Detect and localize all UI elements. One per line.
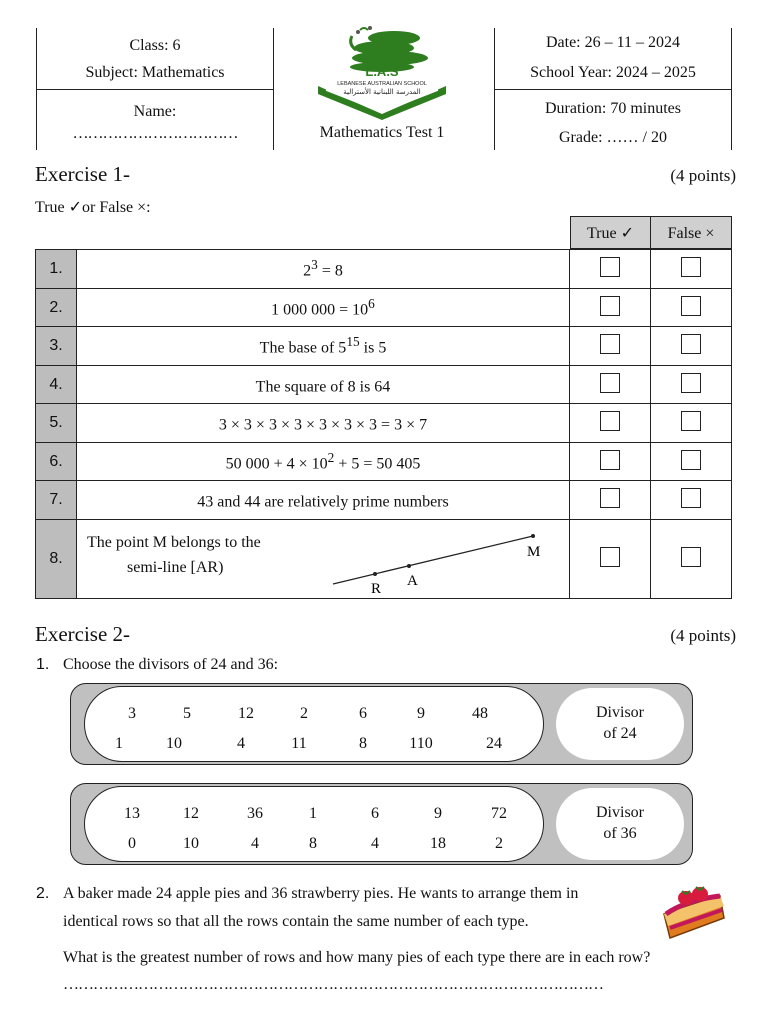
school-year-label: School Year: 2024 – 2025 [530, 64, 696, 81]
true-cell [570, 250, 651, 289]
question2-line3: What is the greatest number of rows and how many pies of each type there are in each row? [63, 949, 651, 966]
divisor-36-label [556, 788, 684, 860]
number-option[interactable]: 6 [359, 705, 367, 722]
number-option[interactable]: 9 [434, 805, 442, 822]
true-cell [570, 404, 651, 443]
false-checkbox[interactable] [681, 373, 701, 393]
name-field[interactable]: …………………………… [72, 125, 238, 142]
exercise2-points: (4 points) [670, 626, 736, 645]
true-checkbox[interactable] [600, 257, 620, 277]
row8-line2: semi-line [AR) [127, 559, 224, 576]
number-option[interactable]: 12 [183, 805, 199, 822]
statement [77, 366, 570, 404]
true-checkbox[interactable] [600, 334, 620, 354]
table-row [36, 520, 732, 599]
false-cell [651, 366, 732, 404]
table-row [36, 366, 732, 404]
number-option[interactable]: 1 [115, 735, 123, 752]
statement-row8 [77, 520, 570, 599]
true-checkbox[interactable] [600, 450, 620, 470]
number-option[interactable]: 10 [183, 835, 199, 852]
divisor-24-numbers [84, 686, 544, 762]
table-row [36, 289, 732, 327]
statement-rest: is 5 [359, 339, 387, 357]
row-number: 7. [36, 481, 77, 520]
label-line2: of 24 [603, 725, 637, 742]
school-logo [312, 24, 452, 120]
row8-line1: The point M belongs to the [87, 534, 261, 551]
row-number: 8. [36, 520, 77, 599]
true-cell [570, 289, 651, 327]
name-label: Name: [133, 103, 177, 120]
true-false-table [35, 249, 732, 599]
true-checkbox[interactable] [600, 411, 620, 431]
answer-line[interactable]: ……………………………………………………………………………………………… [63, 976, 603, 993]
false-checkbox[interactable] [681, 334, 701, 354]
statement [77, 443, 570, 481]
false-checkbox[interactable] [681, 257, 701, 277]
divisor-36-numbers [84, 786, 544, 862]
column-false-header: False × [650, 216, 732, 249]
label-line1: Divisor [596, 804, 644, 821]
number-option[interactable]: 13 [124, 805, 140, 822]
question2-line2: identical rows so that all the rows contain the same number of each type. [63, 913, 529, 930]
semi-line-figure [327, 528, 557, 594]
logo-subtext: LEBANESE AUSTRALIAN SCHOOL [337, 81, 427, 87]
header-left-divider [36, 89, 274, 90]
number-option[interactable]: 48 [472, 705, 488, 722]
strawberry-pie-icon [660, 884, 730, 940]
true-cell [570, 481, 651, 520]
exercise1-points: (4 points) [670, 166, 736, 185]
point-a-label: A [407, 573, 418, 589]
false-cell [651, 250, 732, 289]
number-option[interactable]: 11 [291, 735, 307, 752]
class-label: Class: 6 [129, 37, 181, 54]
subject-label: Subject: Mathematics [85, 64, 225, 81]
true-checkbox[interactable] [600, 488, 620, 508]
true-cell [570, 520, 651, 599]
false-checkbox[interactable] [681, 450, 701, 470]
false-checkbox[interactable] [681, 296, 701, 316]
number-option[interactable]: 8 [359, 735, 367, 752]
statement-exponent: 2 [327, 449, 335, 465]
duration-label: Duration: 70 minutes [545, 100, 681, 117]
table-row [36, 250, 732, 289]
row-number: 2. [36, 289, 77, 327]
label-line1: Divisor [596, 704, 644, 721]
logo-text: L.A.S [365, 64, 399, 79]
true-cell [570, 366, 651, 404]
divisor-24-label [556, 688, 684, 760]
statement-base: The square of 8 is 64 [255, 378, 391, 396]
number-option[interactable]: 8 [309, 835, 317, 852]
statement-base: 1 000 000 = 10 [271, 301, 369, 319]
number-option[interactable]: 2 [300, 705, 308, 722]
question1-text: Choose the divisors of 24 and 36: [63, 656, 279, 673]
question2-number: 2. [36, 885, 50, 902]
row-number: 5. [36, 404, 77, 443]
false-checkbox[interactable] [681, 488, 701, 508]
number-option[interactable]: 4 [371, 835, 379, 852]
statement-exponent: 15 [346, 334, 360, 350]
statement-rest: = 8 [317, 262, 343, 280]
question2-line1: A baker made 24 apple pies and 36 strawberry pies. He wants to arrange them in [63, 885, 579, 902]
number-option[interactable]: 110 [409, 735, 433, 752]
false-cell [651, 520, 732, 599]
divisor-24-box [70, 683, 693, 765]
table-row [36, 443, 732, 481]
statement [77, 481, 570, 520]
number-option[interactable]: 10 [166, 735, 182, 752]
number-option[interactable]: 4 [251, 835, 259, 852]
row-number: 6. [36, 443, 77, 481]
table-row [36, 327, 732, 366]
grade-label: Grade: …… / 20 [559, 129, 667, 146]
logo-arabic: المدرسة اللبنانية الأسترالية [343, 88, 421, 96]
true-checkbox[interactable] [600, 547, 620, 567]
exercise2-title: Exercise 2- [35, 622, 131, 646]
table-row [36, 404, 732, 443]
statement-exponent: 3 [311, 257, 318, 273]
false-cell [651, 443, 732, 481]
header-right-divider [494, 89, 732, 90]
false-cell [651, 481, 732, 520]
number-option[interactable]: 12 [238, 705, 254, 722]
true-checkbox[interactable] [600, 296, 620, 316]
statement-rest: + 5 = 50 405 [334, 455, 421, 473]
school-logo-image [312, 24, 452, 120]
row-number: 4. [36, 366, 77, 404]
exercise1-instruction: True ✓or False ×: [35, 199, 151, 216]
number-option[interactable]: 18 [430, 835, 446, 852]
statement [77, 250, 570, 289]
false-checkbox[interactable] [681, 547, 701, 567]
statement [77, 289, 570, 327]
number-option[interactable]: 0 [128, 835, 136, 852]
row-number: 3. [36, 327, 77, 366]
number-option[interactable]: 6 [371, 805, 379, 822]
number-option[interactable]: 3 [128, 705, 136, 722]
true-cell [570, 443, 651, 481]
question1-number: 1. [36, 656, 50, 673]
false-cell [651, 404, 732, 443]
column-true-header: True ✓ [570, 216, 651, 249]
point-m-label: M [527, 544, 541, 560]
table-row [36, 481, 732, 520]
statement-base: 43 and 44 are relatively prime numbers [197, 493, 449, 511]
point-r-label: R [371, 581, 382, 594]
test-title: Mathematics Test 1 [319, 124, 445, 141]
number-option[interactable]: 1 [309, 805, 317, 822]
label-line2: of 36 [603, 825, 637, 842]
true-cell [570, 327, 651, 366]
date-label: Date: 26 – 11 – 2024 [545, 34, 681, 51]
exercise1-title: Exercise 1- [35, 162, 131, 186]
false-checkbox[interactable] [681, 411, 701, 431]
statement-base: 2 [303, 262, 312, 280]
divisor-36-box [70, 783, 693, 865]
statement-exponent: 6 [368, 295, 375, 311]
statement [77, 404, 570, 443]
number-option[interactable]: 2 [495, 835, 503, 852]
number-option[interactable]: 36 [247, 805, 263, 822]
false-cell [651, 289, 732, 327]
statement-base: 50 000 + 4 × 10 [225, 455, 328, 473]
false-cell [651, 327, 732, 366]
number-option[interactable]: 72 [491, 805, 507, 822]
number-option[interactable]: 5 [183, 705, 191, 722]
number-option[interactable]: 24 [486, 735, 502, 752]
true-checkbox[interactable] [600, 373, 620, 393]
statement-base: The base of 5 [259, 339, 347, 357]
statement [77, 327, 570, 366]
statement-base: 3 × 3 × 3 × 3 × 3 × 3 × 3 = 3 × 7 [218, 416, 428, 434]
number-option[interactable]: 4 [237, 735, 245, 752]
row-number: 1. [36, 250, 77, 289]
number-option[interactable]: 9 [417, 705, 425, 722]
